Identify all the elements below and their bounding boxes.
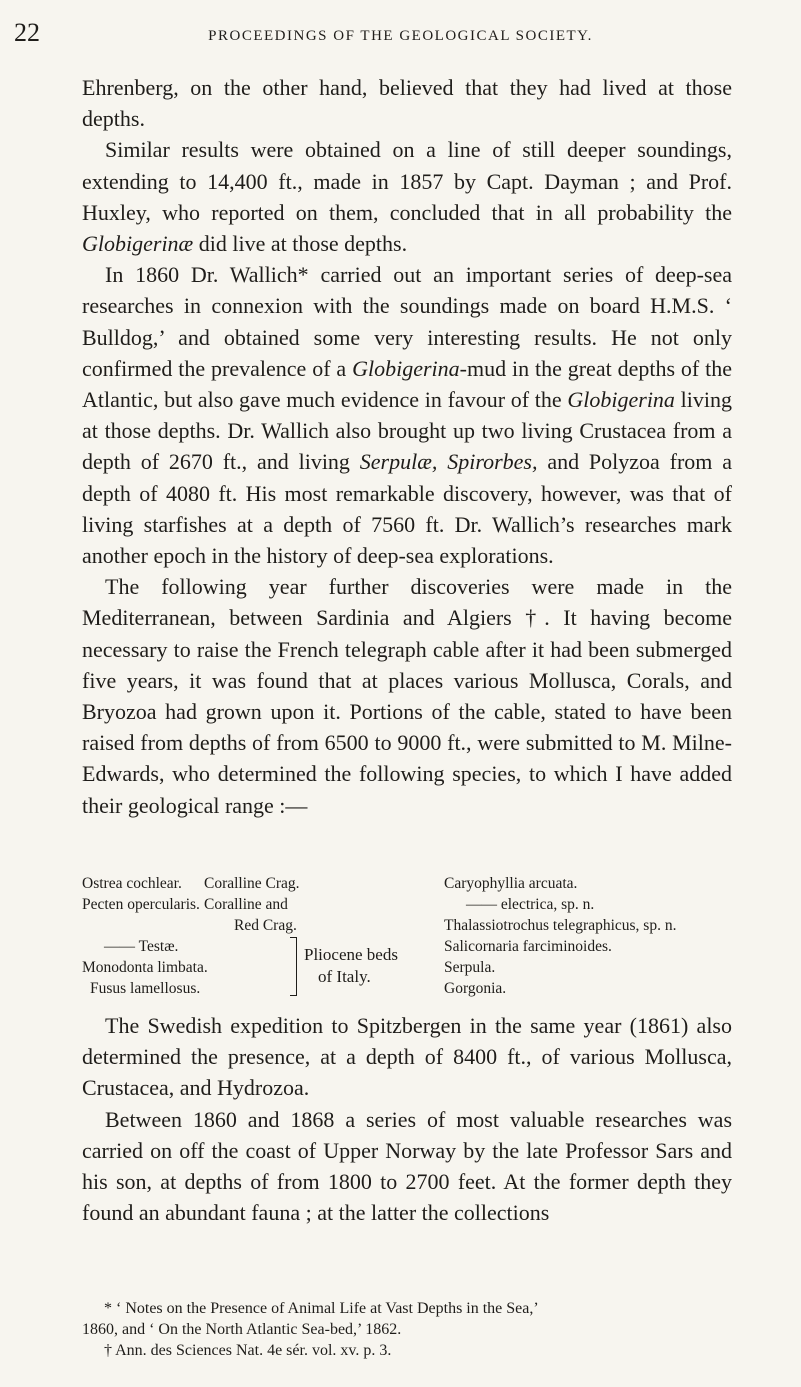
paragraph-3-text-c: living at those depths. Dr. Wallich also brought up two living Crustacea from a depth of 2670 ft., and living (82, 387, 732, 475)
body-text-continued (82, 1010, 732, 1228)
paragraph-2-text-a: Similar results were obtained on a line of still deeper soundings, extending to 14,400 ft., made in 1857 by Capt. Dayman ; and Prof. Huxley, who reported on them, concluded that in all probability the (82, 137, 732, 225)
species-item: Pecten opercularis. (82, 896, 200, 913)
footnote-1-line-2: 1860, and ‘ On the North Atlantic Sea-bed,’ 1862. (82, 1321, 402, 1338)
pliocene-range (304, 944, 398, 988)
paragraph-3-italic-3: Serpulæ, Spirorbes, (359, 449, 538, 475)
pliocene-line-1: Pliocene beds (304, 945, 398, 964)
species-spacer (82, 915, 208, 936)
species-column-3 (444, 873, 676, 999)
paragraph-3-italic-2: Globigerina (567, 387, 675, 413)
footnotes (82, 1298, 732, 1361)
pliocene-line-2: of Italy. (318, 967, 371, 986)
species-column-2 (204, 873, 300, 936)
range-item: Red Crag. (234, 917, 297, 934)
species-item: Ostrea cochlear. (82, 875, 182, 892)
running-head: PROCEEDINGS OF THE GEOLOGICAL SOCIETY. (208, 28, 593, 44)
paragraph-2-text-b: did live at those depths. (193, 231, 408, 257)
paragraph-5: The Swedish expedition to Spitzbergen in the same year (1861) also determined the presence, at a depth of 8400 ft., of various Mollusca, Crustacea, and Hydrozoa. (82, 1013, 732, 1101)
species-item: —— electrica, sp. n. (466, 896, 595, 913)
species-item: Gorgonia. (444, 980, 507, 997)
paragraph-2 (82, 134, 732, 259)
species-item: Caryophyllia arcuata. (444, 875, 578, 892)
paragraph-4: The following year further discoveries were made in the Mediterranean, between Sardinia and Algiers †. It having become necessary to raise the French telegraph cable after it had been submerged five years, it was found that at places various Mollusca, Corals, and Bryozoa had grown upon it. Portions of the cable, stated to have been raised from depths of from 6500 to 9000 ft., were submitted to M. Milne-Edwards, who determined the following species, to which I have added their geological range :— (82, 574, 732, 818)
species-item: Salicornaria farciminoides. (444, 938, 612, 955)
species-item: Fusus lamellosus. (90, 980, 201, 997)
species-item: Thalassiotrochus telegraphicus, sp. n. (444, 917, 677, 934)
range-item: Coralline and (204, 896, 288, 913)
right-brace (290, 937, 297, 996)
paragraph-3-text-a: In 1860 Dr. Wallich* carried out an important series of deep-sea researches in connexion with the soundings made on board H.M.S. ‘ Bulldog,’ and obtained some very interesting results. He not only confirmed the prevalence of a (82, 262, 732, 381)
species-item: Serpula. (444, 959, 496, 976)
footnote-1-line-1: * ‘ Notes on the Presence of Animal Life at Vast Depths in the Sea,’ (104, 1300, 539, 1317)
paragraph-2-italic: Globigerinæ (82, 231, 194, 257)
body-text (82, 72, 732, 821)
species-column-1 (82, 873, 208, 999)
paragraph-1: Ehrenberg, on the other hand, believed that they had lived at those depths. (82, 75, 732, 132)
species-item: —— Testæ. (104, 938, 179, 955)
paragraph-3-text-b: -mud in the great depths of the Atlantic, but also gave much evidence in favour of the (82, 355, 732, 413)
range-item: Coralline Crag. (204, 875, 300, 892)
footnote-2: † Ann. des Sciences Nat. 4e sér. vol. xv. p. 3. (104, 1342, 392, 1359)
page-number: 22 (14, 18, 40, 47)
paragraph-6: Between 1860 and 1868 a series of most valuable researches was carried on off the coast of Upper Norway by the late Professor Sars and his son, at depths of from 1800 to 2700 feet. At the former depth they found an abundant fauna ; at the latter the collections (82, 1106, 732, 1226)
paragraph-3-text-d: and Polyzoa from a depth of 4080 ft. His most remarkable discovery, however, was that of living starfishes at a depth of 7560 ft. Dr. Wallich’s researches mark another epoch in the history of deep-sea explorations. (82, 449, 733, 569)
species-item: Monodonta limbata. (82, 959, 208, 976)
paragraph-3 (82, 259, 732, 571)
species-list (82, 873, 742, 1003)
paragraph-3-italic-1: Globigerina (352, 355, 460, 381)
